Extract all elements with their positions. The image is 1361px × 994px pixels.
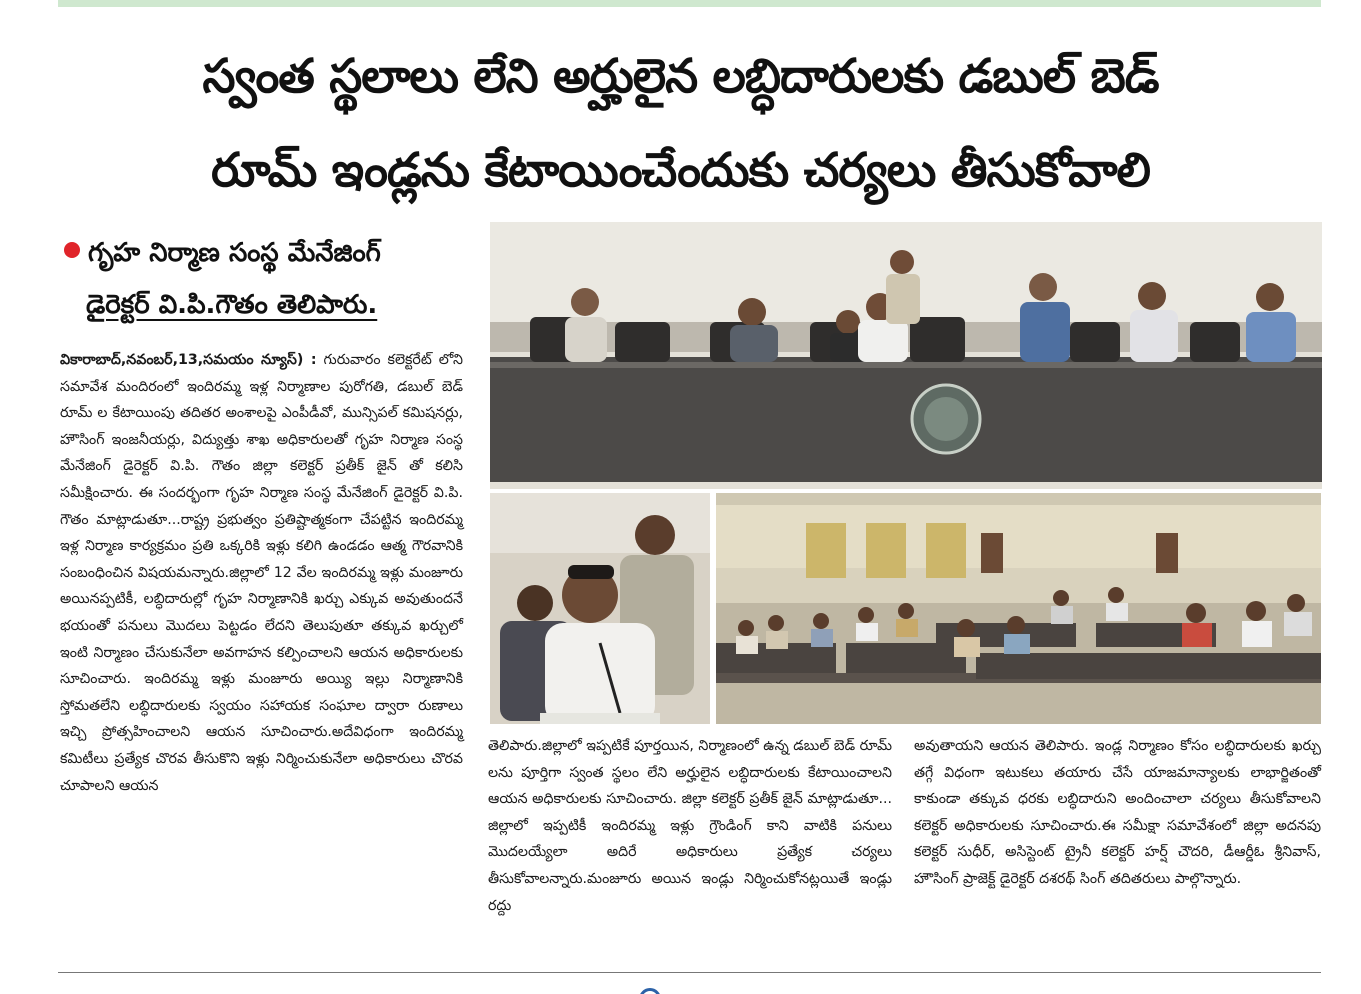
audience-photo <box>716 493 1321 724</box>
speaker-photo <box>490 493 710 724</box>
meeting-dais-photo <box>490 222 1322 489</box>
headline-line-2: రూమ్ ఇండ్లను కేటాయించేందుకు చర్యలు తీసుకోవాలి <box>211 143 1150 198</box>
column-3-text: అవుతాయని ఆయన తెలిపారు. ఇండ్ల నిర్మాణం కోసం లబ్ధిదారులకు ఖర్చు తగ్గే విధంగా ఇటుకలు తయారు చేసే యాజమాన్యాలకు లాభార్జితంతో కాకుండా తక్కువ ధరకు లబ్ధిదారుని అందించాలా చర్యలు తీసుకోవాలని కలెక్టర్ అధికారులకు సూచించారు.ఈ సమీక్షా సమావేశంలో జిల్లా అదనపు కలెక్టర్ సుధీర్, అసిస్టెంట్ ట్రైనీ కలెక్టర్ హర్ష్ చౌదరి, డీఆర్డీఓ శ్రీనివాస్, హౌసింగ్ ప్రాజెక్ట్ డైరెక్టర్ దశరథ్ సింగ్ తదితరులు పాల్గొన్నారు. <box>914 738 1321 887</box>
page-mark-icon <box>639 988 661 994</box>
bottom-rule <box>58 972 1321 973</box>
highlight-box <box>64 227 474 331</box>
dateline: వికారాబాద్,నవంబర్,13,సమయం న్యూస్) : <box>60 352 317 368</box>
article-column-3 <box>914 733 1321 893</box>
top-color-bar <box>58 0 1321 7</box>
column-1-text: గురువారం కలెక్టరేట్ లోని సమావేశ మందిరంలో ఇందిరమ్మ ఇళ్ల నిర్మాణాల పురోగతి, డబుల్ బెడ్ రూమ్ ల కేటాయింపు తదితర అంశాలపై ఎంపీడీవో, మున్సిపల్ కమిషనర్లు, హౌసింగ్ ఇంజనీయర్లు, విద్యుత్తు శాఖ అధికారులతో గృహ నిర్మాణ సంస్థ మేనేజింగ్ డైరెక్టర్ వి.పి. గౌతం జిల్లా కలెక్టర్ ప్రతీక్ జైన్ తో కలిసి సమీక్షించారు. ఈ సందర్భంగా గృహ నిర్మాణ సంస్థ మేనేజింగ్ డైరెక్టర్ వి.పి. గౌతం మాట్లాడుతూ...రాష్ట్ర ప్రభుత్వం ప్రతిష్టాత్మకంగా చేపట్టిన ఇందిరమ్మ ఇళ్ల నిర్మాణ కార్యక్రమం ప్రతి ఒక్కరికి ఇళ్లు కలిగి ఉండడం ఆత్మ గౌరవానికి సంబంధించిన విషయమన్నారు.జిల్లాలో 12 వేల ఇందిరమ్మ ఇళ్లు మంజూరు అయినప్పటికీ, లబ్ధిదారుల్లో గృహ నిర్మాణానికి ఖర్చు ఎక్కువ అవుతుందనే భయంతో పనులు మొదలు పెట్టడం లేదని తెలుపుతూ తక్కువ ఖర్చులో ఇంటి నిర్మాణం చేసుకునేలా అవగాహన కల్పించాలని ఆయన అధికారులకు సూచించారు. ఇందిరమ్మ ఇళ్లు మంజూరు అయ్యి ఇల్లు నిర్మాణానికి స్తోమతలేని లబ్ధిదారులకు స్వయం సహాయక సంఘాల ద్వారా రుణాలు ఇచ్చి ప్రోత్సహించాలని ఆయన సూచించారు.అదేవిధంగా ఇందిరమ్మ కమిటీలు ప్రత్యేక చొరవ తీసుకొని ఇళ్లు నిర్మించుకునేలా అధికారులు చొరవ చూపాలని ఆయన <box>60 352 464 794</box>
article-column-1 <box>60 347 463 799</box>
highlight-line-1 <box>64 227 474 279</box>
column-2-text: తెలిపారు.జిల్లాలో ఇప్పటికే పూర్తయిన, నిర్మాణంలో ఉన్న డబుల్ బెడ్ రూమ్ లను పూర్తిగా స్వంత స్థలం లేని అర్హులైన లబ్ధిదారులకు కేటాయించాలని ఆయన అధికారులకు సూచించారు. జిల్లా కలెక్టర్ ప్రతీక్ జైన్ మాట్లాడుతూ... జిల్లాలో ఇప్పటికీ ఇందిరమ్మ ఇళ్లు గ్రౌండింగ్ కాని వాటికి పనులు మొదలయ్యేలా అదిరే అధికారులు ప్రత్యేక చర్యలు తీసుకోవాలన్నారు.మంజూరు అయిన ఇండ్లు నిర్మించుకోనట్లయితే ఇండ్లు రద్దు <box>488 738 892 914</box>
headline <box>40 30 1321 218</box>
highlight-text-1: గృహ నిర్మాణ సంస్థ మేనేజింగ్ <box>88 238 381 268</box>
bullet-icon <box>64 242 80 258</box>
highlight-line-2: డైరెక్టర్ వి.పి.గౌతం తెలిపారు. <box>86 290 378 320</box>
headline-line-1: స్వంత స్థలాలు లేని అర్హులైన లబ్ధిదారులకు డబుల్ బెడ్ <box>202 49 1159 104</box>
article-column-2 <box>488 733 892 919</box>
